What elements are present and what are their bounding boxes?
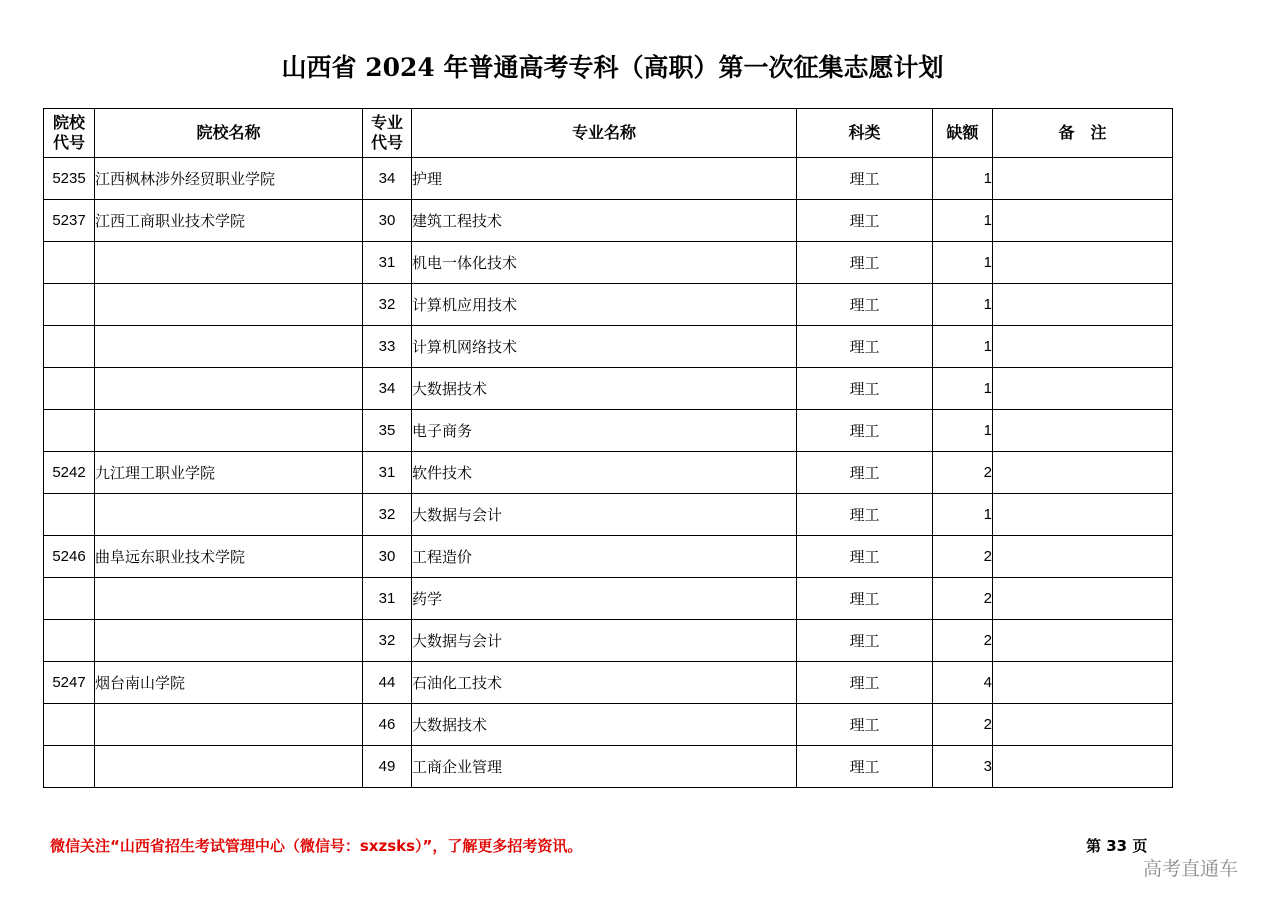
cell-major-code: 34 [363,158,412,200]
cell-category: 理工 [797,284,933,326]
cell-major-code: 32 [363,620,412,662]
cell-remark [993,494,1173,536]
cell-shortage: 4 [933,662,993,704]
cell-major-name: 软件技术 [412,452,797,494]
table-row [44,578,1173,620]
table-row [44,284,1173,326]
cell-remark [993,662,1173,704]
cell-major-code: 30 [363,200,412,242]
cell-major-code: 32 [363,284,412,326]
cell-remark [993,578,1173,620]
cell-major-code: 46 [363,704,412,746]
cell-school-code [44,620,95,662]
cell-major-name: 电子商务 [412,410,797,452]
header-shortage: 缺额 [933,109,993,158]
cell-remark [993,620,1173,662]
cell-category: 理工 [797,158,933,200]
cell-remark [993,326,1173,368]
cell-major-code: 31 [363,242,412,284]
cell-school-name: 曲阜远东职业技术学院 [95,536,363,578]
cell-remark [993,284,1173,326]
cell-school-code: 5235 [44,158,95,200]
header-category: 科类 [797,109,933,158]
cell-remark [993,200,1173,242]
table-row [44,200,1173,242]
cell-major-name: 机电一体化技术 [412,242,797,284]
cell-school-name: 烟台南山学院 [95,662,363,704]
plan-table [43,108,1173,788]
cell-shortage: 2 [933,620,993,662]
cell-school-code [44,494,95,536]
cell-school-name [95,620,363,662]
cell-shortage: 1 [933,368,993,410]
cell-major-code: 32 [363,494,412,536]
cell-major-code: 30 [363,536,412,578]
table-row [44,326,1173,368]
cell-school-code [44,284,95,326]
cell-school-code [44,368,95,410]
cell-major-name: 药学 [412,578,797,620]
cell-remark [993,158,1173,200]
cell-remark [993,368,1173,410]
cell-school-name [95,410,363,452]
cell-school-code [44,704,95,746]
cell-shortage: 1 [933,494,993,536]
cell-category: 理工 [797,410,933,452]
cell-school-code [44,746,95,788]
cell-school-name [95,494,363,536]
cell-school-name [95,242,363,284]
cell-major-name: 工商企业管理 [412,746,797,788]
table-row [44,536,1173,578]
cell-major-name: 计算机网络技术 [412,326,797,368]
page-number: 第 33 页 [1086,837,1148,855]
cell-shortage: 2 [933,452,993,494]
cell-shortage: 1 [933,326,993,368]
table-row [44,746,1173,788]
cell-shortage: 1 [933,284,993,326]
cell-school-code: 5242 [44,452,95,494]
cell-category: 理工 [797,746,933,788]
cell-school-name [95,578,363,620]
table-row [44,704,1173,746]
cell-shortage: 2 [933,536,993,578]
cell-shortage: 2 [933,704,993,746]
cell-major-code: 31 [363,578,412,620]
cell-category: 理工 [797,326,933,368]
header-school-name: 院校名称 [95,109,363,158]
cell-school-name: 江西枫林涉外经贸职业学院 [95,158,363,200]
table-row [44,410,1173,452]
cell-major-code: 35 [363,410,412,452]
watermark: 高考直通车 [1143,858,1239,880]
table-row [44,494,1173,536]
cell-category: 理工 [797,704,933,746]
cell-school-code: 5246 [44,536,95,578]
table-row [44,368,1173,410]
table-row [44,452,1173,494]
page-title: 山西省 2024 年普通高考专科（高职）第一次征集志愿计划 [281,53,944,82]
cell-major-name: 护理 [412,158,797,200]
cell-school-code [44,578,95,620]
cell-major-name: 建筑工程技术 [412,200,797,242]
cell-school-code: 5247 [44,662,95,704]
cell-shortage: 1 [933,158,993,200]
cell-remark [993,410,1173,452]
cell-school-name: 江西工商职业技术学院 [95,200,363,242]
header-major-name: 专业名称 [412,109,797,158]
cell-school-name [95,368,363,410]
cell-school-name [95,746,363,788]
cell-major-code: 31 [363,452,412,494]
cell-category: 理工 [797,368,933,410]
header-remark: 备 注 [993,109,1173,158]
table-row [44,620,1173,662]
cell-major-code: 49 [363,746,412,788]
table-header-row [44,109,1173,158]
cell-shortage: 3 [933,746,993,788]
cell-category: 理工 [797,620,933,662]
cell-shortage: 1 [933,410,993,452]
cell-remark [993,536,1173,578]
cell-major-code: 33 [363,326,412,368]
cell-category: 理工 [797,242,933,284]
header-school-code: 院校 代号 [44,109,95,158]
cell-remark [993,452,1173,494]
cell-school-code [44,410,95,452]
cell-school-name [95,704,363,746]
cell-remark [993,704,1173,746]
cell-major-code: 34 [363,368,412,410]
cell-category: 理工 [797,662,933,704]
cell-remark [993,242,1173,284]
cell-school-name [95,326,363,368]
cell-shortage: 1 [933,200,993,242]
cell-major-name: 石油化工技术 [412,662,797,704]
cell-school-name: 九江理工职业学院 [95,452,363,494]
cell-category: 理工 [797,200,933,242]
cell-school-code [44,326,95,368]
cell-major-name: 工程造价 [412,536,797,578]
footer-note: 微信关注“山西省招生考试管理中心（微信号：sxzsks）”，了解更多招考资讯。 [50,837,583,855]
cell-major-name: 计算机应用技术 [412,284,797,326]
cell-remark [993,746,1173,788]
cell-major-code: 44 [363,662,412,704]
table-row [44,158,1173,200]
table-row [44,242,1173,284]
cell-category: 理工 [797,578,933,620]
cell-shortage: 1 [933,242,993,284]
cell-category: 理工 [797,452,933,494]
cell-school-name [95,284,363,326]
cell-major-name: 大数据与会计 [412,620,797,662]
cell-school-code: 5237 [44,200,95,242]
cell-category: 理工 [797,494,933,536]
cell-category: 理工 [797,536,933,578]
cell-major-name: 大数据技术 [412,704,797,746]
cell-major-name: 大数据技术 [412,368,797,410]
cell-shortage: 2 [933,578,993,620]
table-row [44,662,1173,704]
cell-school-code [44,242,95,284]
header-major-code: 专业 代号 [363,109,412,158]
cell-major-name: 大数据与会计 [412,494,797,536]
